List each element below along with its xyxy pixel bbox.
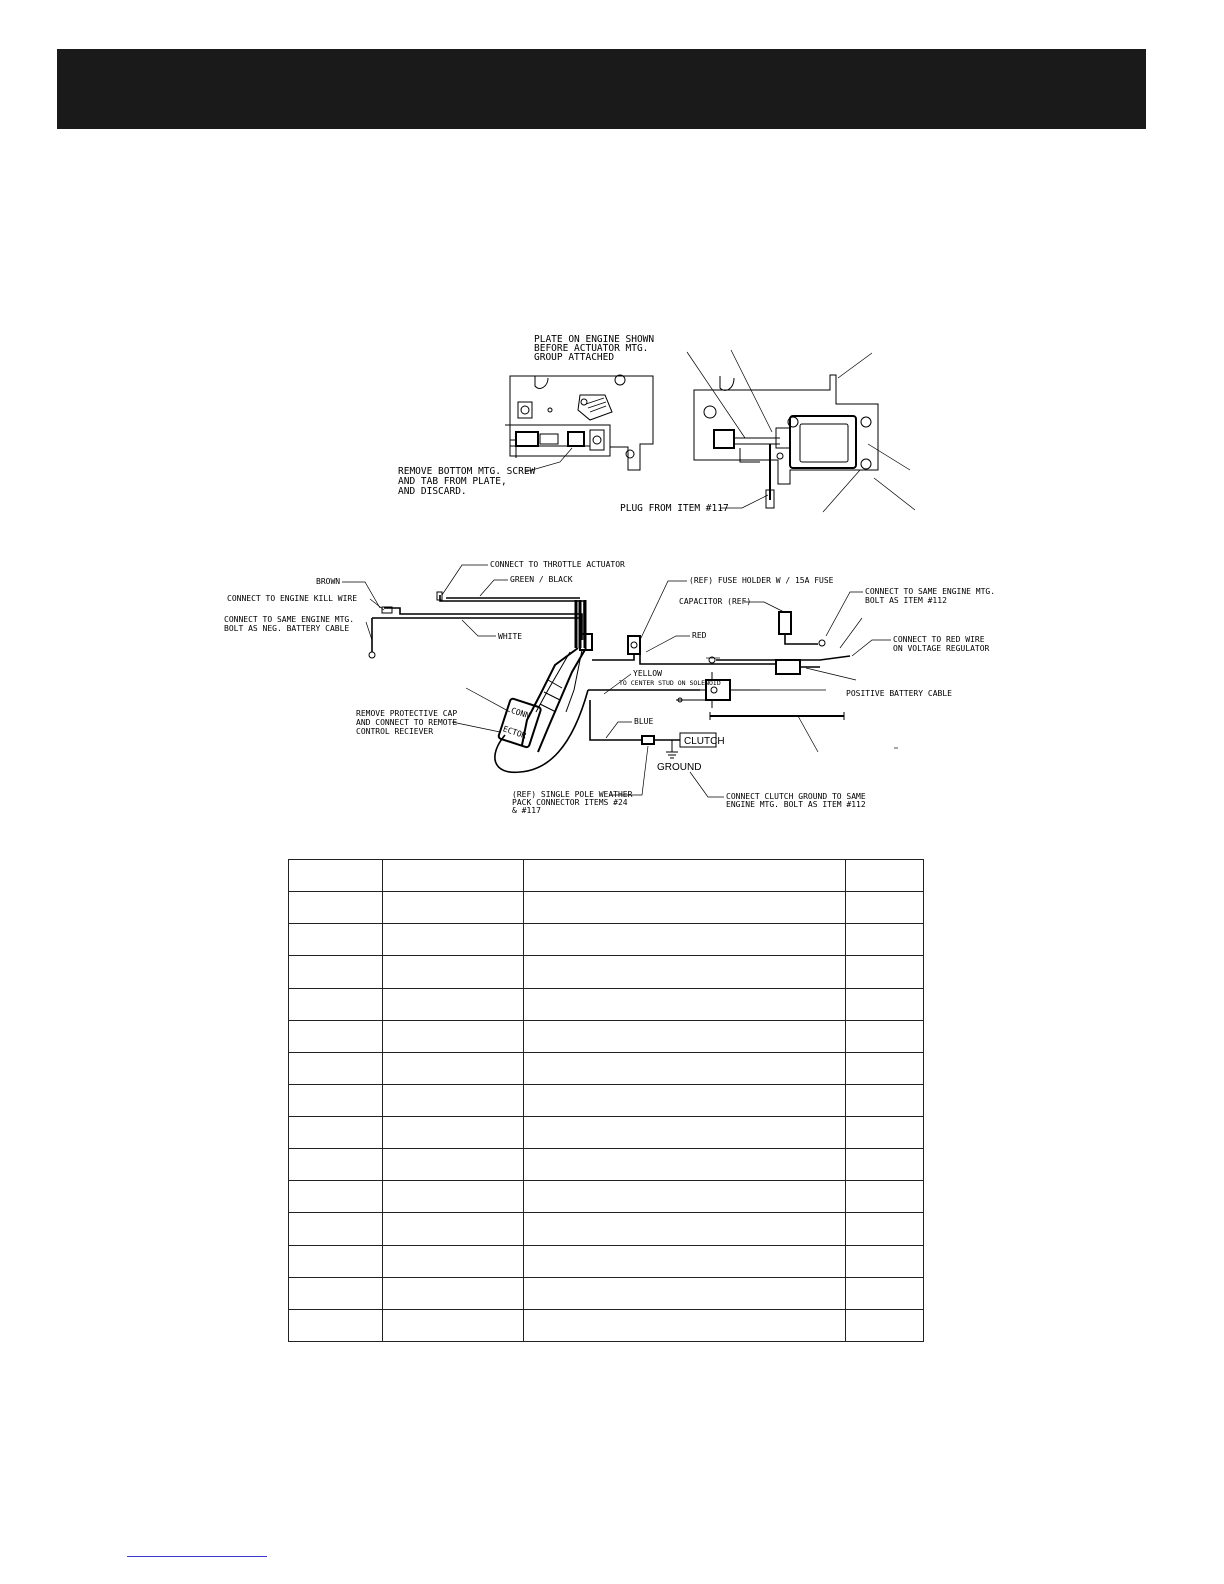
table-cell	[524, 1149, 846, 1181]
table-row	[289, 988, 924, 1020]
table-row	[289, 1245, 924, 1277]
remove-note-line-1: REMOVE BOTTOM MTG. SCREW	[398, 466, 536, 477]
table-row	[289, 924, 924, 956]
white-label: WHITE	[498, 632, 523, 641]
red-label: RED	[692, 631, 707, 640]
table-cell	[383, 860, 524, 892]
table-cell	[846, 1309, 924, 1341]
table-row	[289, 1277, 924, 1309]
table-cell	[524, 1181, 846, 1213]
table-cell	[289, 1084, 383, 1116]
plate-note-line-2: BEFORE ACTUATOR MTG.	[534, 343, 649, 354]
ground-label: GROUND	[657, 762, 702, 773]
table-cell	[524, 924, 846, 956]
neg-battery-line-1: CONNECT TO SAME ENGINE MTG.	[224, 615, 355, 624]
weather-pack-line-1: (REF) SINGLE POLE WEATHER	[512, 790, 633, 799]
parts-table	[288, 859, 924, 1342]
table-cell	[289, 1052, 383, 1084]
table-row	[289, 1309, 924, 1341]
table-cell	[289, 956, 383, 988]
table-cell	[524, 1020, 846, 1052]
table-cell	[289, 1277, 383, 1309]
actuator-mount-figure	[620, 350, 915, 514]
table-cell	[524, 1213, 846, 1245]
same-bolt-112-line-2: BOLT AS ITEM #112	[865, 596, 947, 605]
remove-note-line-2: AND TAB FROM PLATE,	[398, 476, 507, 487]
table-cell	[383, 988, 524, 1020]
same-bolt-112-line-1: CONNECT TO SAME ENGINE MTG.	[865, 587, 996, 596]
remove-note-line-3: AND DISCARD.	[398, 486, 467, 497]
clutch-label: CLUTCH	[684, 736, 725, 747]
table-cell	[289, 924, 383, 956]
table-cell	[289, 1245, 383, 1277]
neg-battery-line-2: BOLT AS NEG. BATTERY CABLE	[224, 624, 350, 633]
table-cell	[846, 1213, 924, 1245]
table-cell	[289, 860, 383, 892]
table-row	[289, 860, 924, 892]
table-cell	[524, 1117, 846, 1149]
brown-label: BROWN	[316, 577, 341, 586]
table-cell	[524, 956, 846, 988]
throttle-actuator-label: CONNECT TO THROTTLE ACTUATOR	[490, 560, 625, 569]
blue-label: BLUE	[634, 717, 654, 726]
clutch-ground-line-2: ENGINE MTG. BOLT AS ITEM #112	[726, 800, 866, 809]
fuse-holder-label: (REF) FUSE HOLDER W / 15A FUSE	[689, 576, 834, 585]
weather-pack-line-3: & #117	[512, 806, 541, 815]
table-row	[289, 1213, 924, 1245]
table-cell	[383, 1309, 524, 1341]
table-cell	[524, 1309, 846, 1341]
table-cell	[524, 1084, 846, 1116]
table-cell	[289, 1309, 383, 1341]
clutch-ground-line-1: CONNECT CLUTCH GROUND TO SAME	[726, 792, 866, 801]
engine-kill-label: CONNECT TO ENGINE KILL WIRE	[227, 594, 358, 603]
wiring-diagram	[224, 560, 995, 815]
positive-battery-label: POSITIVE BATTERY CABLE	[846, 689, 952, 698]
table-cell	[524, 1052, 846, 1084]
plate-note-line-3: GROUP ATTACHED	[534, 352, 615, 363]
table-cell	[846, 924, 924, 956]
remote-connector	[498, 698, 541, 748]
connector-text-2: ECTOR	[501, 724, 528, 741]
table-cell	[383, 1020, 524, 1052]
table-cell	[383, 892, 524, 924]
table-row	[289, 1149, 924, 1181]
table-cell	[289, 988, 383, 1020]
engine-plate-figure	[398, 334, 654, 497]
table-cell	[846, 1052, 924, 1084]
table-cell	[289, 1213, 383, 1245]
plate-note-line-1: PLATE ON ENGINE SHOWN	[534, 334, 655, 345]
footer-link-underline[interactable]	[127, 1556, 267, 1557]
table-row	[289, 1052, 924, 1084]
table-row	[289, 1181, 924, 1213]
table-cell	[524, 892, 846, 924]
table-cell	[383, 924, 524, 956]
plug-note: PLUG FROM ITEM #117	[620, 503, 729, 514]
green-black-label: GREEN / BLACK	[510, 575, 573, 584]
red-wire-regulator-line-1: CONNECT TO RED WIRE	[893, 635, 985, 644]
table-cell	[383, 1117, 524, 1149]
table-cell	[524, 988, 846, 1020]
table-cell	[524, 1245, 846, 1277]
table-cell	[846, 892, 924, 924]
table-cell	[383, 1181, 524, 1213]
table-cell	[289, 1149, 383, 1181]
parts-table-body	[289, 860, 924, 1342]
table-row	[289, 1117, 924, 1149]
connector-text-1: CONN	[509, 705, 531, 721]
table-cell	[846, 1245, 924, 1277]
remove-cap-line-2: AND CONNECT TO REMOTE	[356, 718, 458, 727]
table-cell	[383, 1277, 524, 1309]
table-row	[289, 1020, 924, 1052]
table-cell	[289, 1020, 383, 1052]
table-cell	[846, 1277, 924, 1309]
table-cell	[846, 956, 924, 988]
table-cell	[383, 1149, 524, 1181]
table-row	[289, 956, 924, 988]
table-cell	[524, 860, 846, 892]
center-stud-label: TO CENTER STUD ON SOLENOID	[619, 679, 721, 687]
table-cell	[846, 1117, 924, 1149]
table-row	[289, 892, 924, 924]
table-cell	[846, 1181, 924, 1213]
weather-pack-line-2: PACK CONNECTOR ITEMS #24	[512, 798, 628, 807]
table-cell	[289, 1181, 383, 1213]
table-cell	[289, 1117, 383, 1149]
table-cell	[383, 1052, 524, 1084]
table-cell	[383, 1245, 524, 1277]
table-cell	[289, 892, 383, 924]
table-cell	[846, 988, 924, 1020]
table-cell	[524, 1277, 846, 1309]
table-cell	[383, 1213, 524, 1245]
remove-cap-line-1: REMOVE PROTECTIVE CAP	[356, 709, 458, 718]
yellow-label: YELLOW	[633, 669, 662, 678]
table-cell	[383, 1084, 524, 1116]
red-wire-regulator-line-2: ON VOLTAGE REGULATOR	[893, 644, 990, 653]
capacitor-label: CAPACITOR (REF)	[679, 597, 752, 606]
table-cell	[846, 1020, 924, 1052]
table-row	[289, 1084, 924, 1116]
table-cell	[846, 860, 924, 892]
table-cell	[383, 956, 524, 988]
table-cell	[846, 1084, 924, 1116]
table-cell	[846, 1149, 924, 1181]
remove-cap-line-3: CONTROL RECIEVER	[356, 727, 434, 736]
